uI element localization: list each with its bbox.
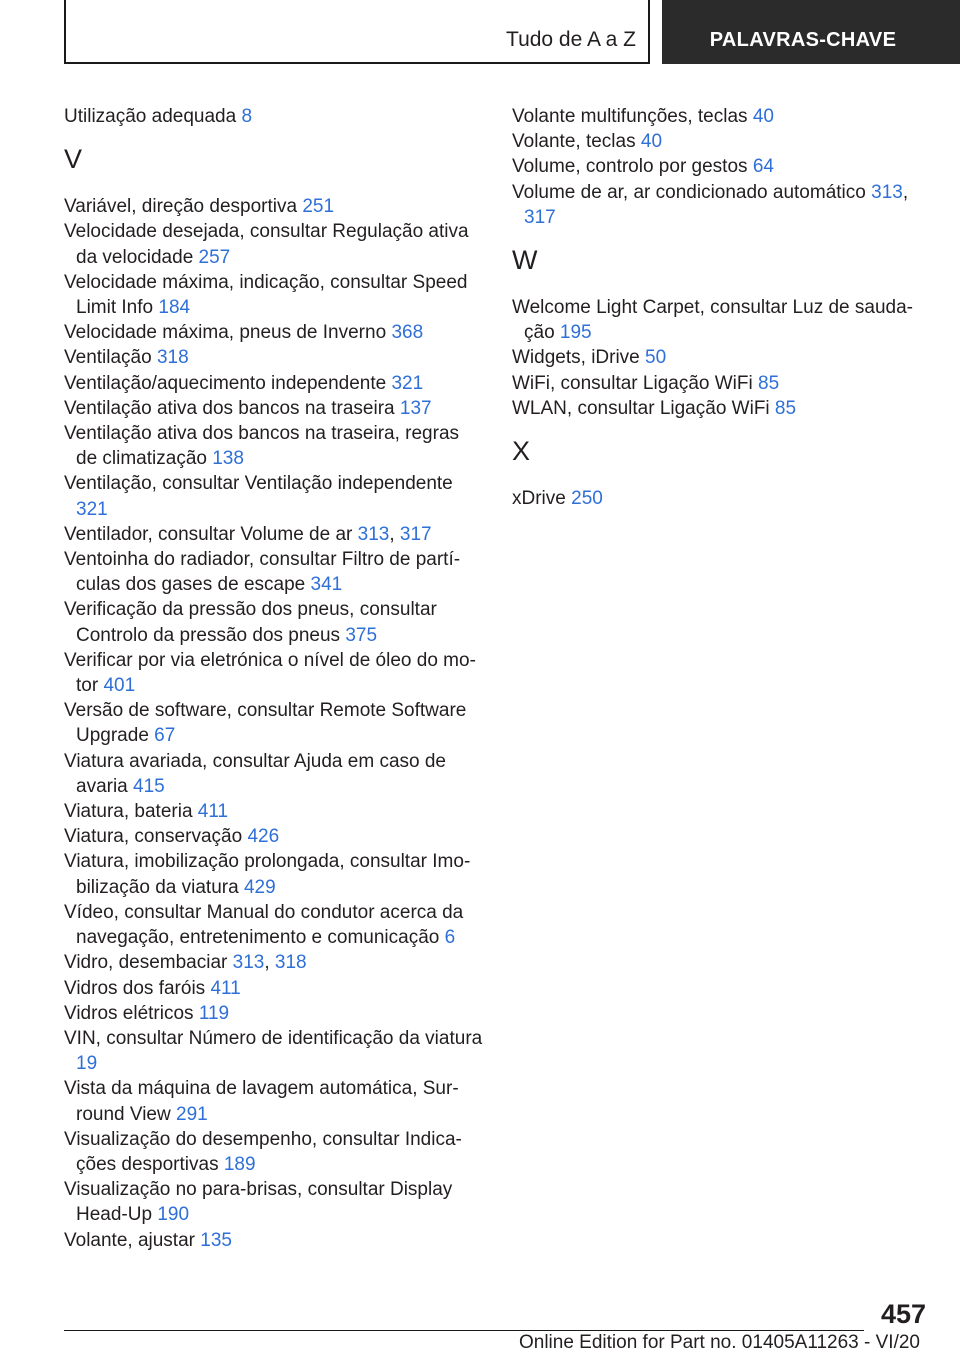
entry-text: Vista da máquina de lavagem automática, Surround View xyxy=(64,1078,459,1125)
page-link[interactable]: 40 xyxy=(640,131,663,153)
index-entry xyxy=(512,295,932,345)
header-left-rule xyxy=(64,0,66,64)
entry-text: Velocidade máxima, pneus de Inverno xyxy=(64,322,392,344)
page-link[interactable]: 341 xyxy=(310,574,343,596)
page-link[interactable]: 195 xyxy=(559,322,592,344)
index-entry xyxy=(64,522,484,547)
page-link[interactable]: 50 xyxy=(645,347,667,369)
index-entry xyxy=(64,396,484,421)
index-entry xyxy=(64,1026,484,1076)
entry-text: Vidro, desembaciar xyxy=(64,952,233,974)
entry-text: Volante, ajustar xyxy=(64,1229,201,1251)
page-link[interactable]: 250 xyxy=(571,488,603,510)
index-entry xyxy=(512,345,932,370)
chapter-title: Tudo de A a Z xyxy=(506,28,636,51)
page-link[interactable]: 119 xyxy=(198,1002,230,1024)
index-entry xyxy=(64,1076,484,1126)
index-entry xyxy=(512,486,932,511)
index-entry xyxy=(64,104,484,129)
index-entry xyxy=(64,345,484,370)
section-letter: X xyxy=(512,436,531,467)
page-link[interactable]: 40 xyxy=(752,106,774,127)
entry-text: Viatura avariada, consultar Ajuda em caso de avaria xyxy=(64,750,446,797)
page-link[interactable]: 411 xyxy=(197,801,229,823)
page-separator: , xyxy=(264,952,275,974)
index-entry xyxy=(64,799,484,824)
index-entry xyxy=(64,371,484,396)
index-entry xyxy=(64,749,484,799)
index-entry xyxy=(64,1177,484,1227)
index-entry xyxy=(64,547,484,597)
page-link[interactable]: 375 xyxy=(345,624,378,646)
page-link[interactable]: 138 xyxy=(212,448,244,470)
section-label: PALAVRAS-CHAVE xyxy=(709,29,897,51)
page-link[interactable]: 67 xyxy=(154,725,176,747)
page-link[interactable]: 368 xyxy=(391,322,424,344)
page-link[interactable]: 411 xyxy=(210,977,241,999)
page-link[interactable]: 313 xyxy=(232,952,265,974)
index-entry xyxy=(64,421,484,471)
entry-text: Vidros dos faróis xyxy=(64,977,211,999)
page-link[interactable]: 190 xyxy=(157,1204,190,1226)
entry-text: xDrive xyxy=(512,488,572,510)
section-letter: V xyxy=(64,144,83,175)
entry-text: Viatura, conservação xyxy=(64,826,248,848)
page-link[interactable]: 137 xyxy=(399,397,432,419)
index-entry xyxy=(64,1127,484,1177)
page-link[interactable]: 19 xyxy=(76,1053,98,1075)
entry-text: Visualização no para-brisas, consultar Display Head-Up xyxy=(64,1179,453,1226)
page-link[interactable]: 429 xyxy=(243,876,276,898)
header-bottom-rule xyxy=(64,62,650,64)
page-separator: , xyxy=(389,523,400,545)
entry-text: Vídeo, consultar Manual do condutor acerca da navegação, entretenimento e comunicação xyxy=(64,901,464,949)
index-entry xyxy=(64,1228,484,1253)
index-entry xyxy=(64,976,484,1001)
section-tab xyxy=(662,0,960,64)
page-link[interactable]: 318 xyxy=(274,952,307,974)
index-column-right xyxy=(512,104,932,511)
page-link[interactable]: 426 xyxy=(247,826,280,848)
entry-text: Volume, controlo por gestos xyxy=(512,156,753,178)
index-entry xyxy=(512,154,932,179)
entry-text: Volume de ar, ar condicionado automático xyxy=(512,181,872,203)
page-link[interactable]: 64 xyxy=(752,156,774,178)
index-entry xyxy=(64,849,484,899)
page-link[interactable]: 8 xyxy=(241,106,253,127)
index-entry xyxy=(512,371,932,396)
page-link[interactable]: 317 xyxy=(524,206,556,228)
footer-rule xyxy=(64,1330,864,1331)
index-entry xyxy=(64,270,484,320)
index-entry xyxy=(64,950,484,975)
page-link[interactable]: 251 xyxy=(302,196,335,218)
index-entry xyxy=(64,471,484,521)
page-link[interactable]: 321 xyxy=(76,498,108,520)
entry-text: Utilização adequada xyxy=(64,106,242,127)
page-link[interactable]: 6 xyxy=(444,927,456,949)
entry-text: Viatura, imobilização prolongada, consultar Imobilização da viatura xyxy=(64,851,471,898)
page-link[interactable]: 401 xyxy=(103,675,136,697)
entry-text: Variável, direção desportiva xyxy=(64,196,303,218)
entry-text: Volante multifunções, teclas xyxy=(512,106,753,127)
entry-text: Velocidade desejada, consultar Regulação ativa da velocidade xyxy=(64,221,469,268)
index-entry xyxy=(64,648,484,698)
page-link[interactable]: 313 xyxy=(871,181,903,203)
index-entry xyxy=(64,900,484,950)
page-separator: , xyxy=(902,181,909,203)
index-entry xyxy=(64,219,484,269)
entry-text: Ventilação/aquecimento independente xyxy=(64,372,392,394)
entry-text: Ventilação, consultar Ventilação independente xyxy=(64,473,453,495)
index-entry xyxy=(512,396,932,421)
entry-text: Velocidade máxima, indicação, consultar Speed Limit Info xyxy=(64,271,468,319)
index-entry xyxy=(64,320,484,345)
header-divider xyxy=(648,0,650,64)
entry-text: Viatura, bateria xyxy=(64,801,198,823)
entry-text: Verificar por via eletrónica o nível de óleo do motor xyxy=(64,649,476,697)
page-link[interactable]: 257 xyxy=(198,246,231,268)
page-link[interactable]: 318 xyxy=(156,347,189,369)
index-entry xyxy=(512,129,932,154)
entry-text: WiFi, consultar Ligação WiFi xyxy=(512,372,759,394)
footer-edition: Online Edition for Part no. 01405A11263 - VI/20 xyxy=(518,1332,920,1353)
index-entry xyxy=(64,1001,484,1026)
entry-text: WLAN, consultar Ligação WiFi xyxy=(512,397,775,419)
index-entry xyxy=(64,597,484,647)
page-link[interactable]: 189 xyxy=(223,1153,256,1175)
index-entry xyxy=(512,180,932,230)
section-letter: W xyxy=(512,245,538,276)
index-column-left xyxy=(64,104,484,1253)
entry-text: Vidros elétricos xyxy=(64,1002,199,1024)
page-link[interactable]: 313 xyxy=(357,523,390,545)
entry-text: Versão de software, consultar Remote Software Upgrade xyxy=(64,700,467,747)
entry-text: Ventilação ativa dos bancos na traseira, regras de climatização xyxy=(64,423,460,470)
entry-text: Welcome Light Carpet, consultar Luz de saudação xyxy=(512,297,913,344)
index-entry xyxy=(512,104,932,129)
page-link[interactable]: 321 xyxy=(391,372,424,394)
page-link[interactable]: 415 xyxy=(133,775,165,797)
page-link[interactable]: 184 xyxy=(158,297,191,319)
entry-text: Visualização do desempenho, consultar Indicações desportivas xyxy=(64,1128,462,1175)
entry-text: VIN, consultar Número de identificação da viatura xyxy=(64,1027,483,1049)
index-entry xyxy=(64,824,484,849)
page-number: 457 xyxy=(880,1299,926,1329)
entry-text: Volante, teclas xyxy=(512,131,641,153)
entry-text: Widgets, iDrive xyxy=(512,347,646,369)
entry-text: Ventilação ativa dos bancos na traseira xyxy=(64,397,400,419)
entry-text: Ventilador, consultar Volume de ar xyxy=(64,523,358,545)
entry-text: Ventoinha do radiador, consultar Filtro de partículas dos gases de escape xyxy=(64,549,461,596)
page-link[interactable]: 85 xyxy=(758,372,780,394)
entry-text: Verificação da pressão dos pneus, consultar Controlo da pressão dos pneus xyxy=(64,599,437,646)
index-entry xyxy=(64,194,484,219)
page-link[interactable]: 291 xyxy=(176,1103,208,1125)
index-entry xyxy=(64,698,484,748)
page-link[interactable]: 85 xyxy=(774,397,797,419)
entry-text: Ventilação xyxy=(64,347,157,369)
page-link[interactable]: 135 xyxy=(200,1229,232,1251)
page-link[interactable]: 317 xyxy=(399,523,432,545)
